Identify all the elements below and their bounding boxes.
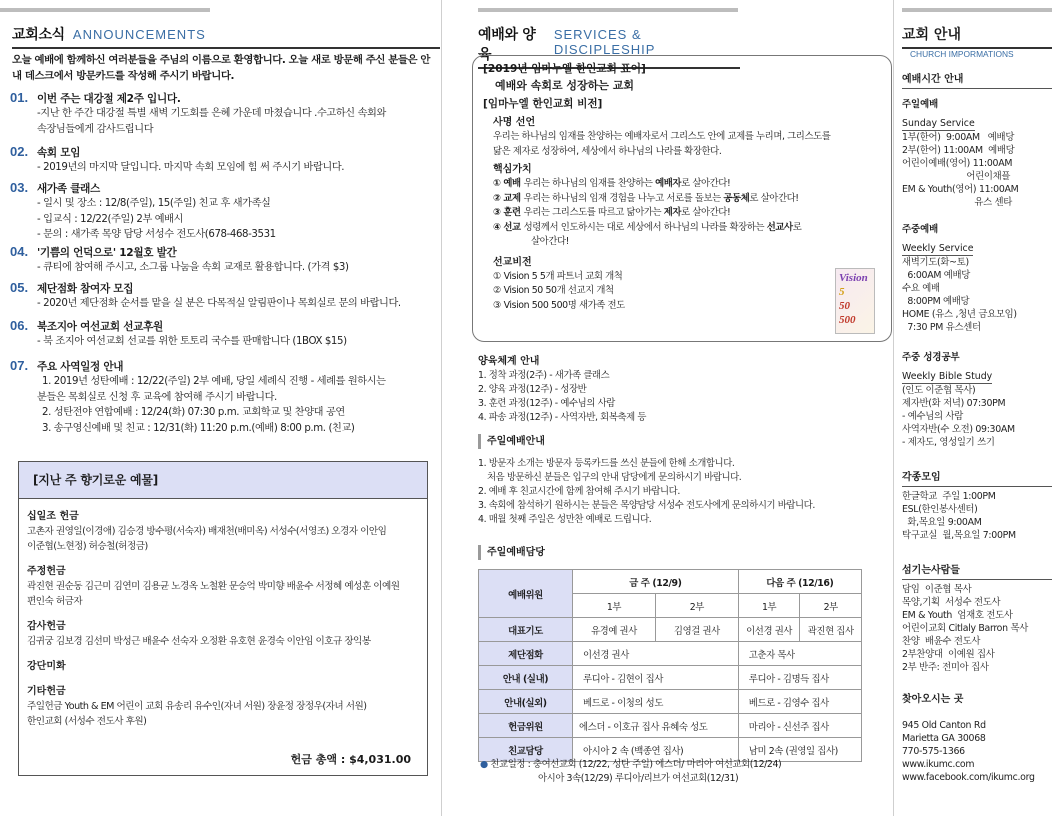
mission-line: 닮은 제자로 성장하여, 세상에서 하나님의 나라를 확장한다. <box>493 145 722 157</box>
core-value-keyword: 공동체 <box>723 192 750 204</box>
weekly-service-title: 주중예배 <box>902 224 939 235</box>
announcement-title: 제단점화 참여자 모집 <box>37 283 134 295</box>
vision-title: [임마누엘 한인교회 비전] <box>483 98 603 110</box>
role-cell: 안내 (실내) <box>479 666 573 690</box>
core-value-name: ③ 훈련 <box>493 207 524 218</box>
mission-line: 우리는 하나님의 임재를 찬양하는 예배자로서 그리스도 안에 교제를 누리며, 그리스도를 <box>493 131 831 142</box>
table-cell: 에스더 - 이호규 집사 유혜숙 성도 <box>573 714 739 738</box>
bullet-icon: ● <box>480 759 488 770</box>
announcement-number: 05. <box>10 280 29 295</box>
contact-title: 찾아오시는 곳 <box>902 694 964 705</box>
mission-label: 사명 선언 <box>493 117 536 128</box>
info-line: - 제자도, 영성일기 쓰기 <box>902 437 995 448</box>
welcome-text: 오늘 예배에 함께하신 여러분들을 주님의 이름으로 환영합니다. 오늘 새로 방문해 주신 분들은 안내 데스크에서 방문카드를 작성해 주시기 바랍니다. <box>12 54 431 82</box>
groups-title: 각종모임 <box>902 471 1052 487</box>
table-cell: 베드로 - 이청의 성도 <box>573 690 739 714</box>
table-row <box>479 690 862 714</box>
core-value-text: 우리는 하나님의 임재 경험을 나누고 서로를 돌보는 <box>523 192 724 204</box>
core-value-end: 로 살아간다! <box>681 178 731 189</box>
core-value <box>483 221 881 236</box>
column-divider <box>893 0 894 816</box>
info-line: 어린이예배(영어) 11:00AM <box>902 158 1013 169</box>
offering-box <box>18 461 428 776</box>
announcement-number: 07. <box>10 358 29 373</box>
vision-item: ② Vision 50 50개 선교지 개척 <box>493 285 614 296</box>
info-line: 945 Old Canton Rd <box>902 720 986 731</box>
vision-item: ① Vision 5 5개 파트너 교회 개척 <box>493 270 623 282</box>
motto: 예배와 속회로 성장하는 교회 <box>495 79 634 92</box>
top-rule <box>478 8 738 12</box>
staff-title: 섬기는사람들 <box>902 564 1052 580</box>
bible-study-en: Weekly Bible Study <box>902 371 993 382</box>
info-line: 찬양 배윤수 전도사 <box>902 636 981 647</box>
table-cell: 이선경 권사 <box>573 642 739 666</box>
announcement-number: 03. <box>10 180 29 195</box>
announcement-title: '기쁨의 언덕으로' 12월호 발간 <box>37 247 177 259</box>
table-cell: 남미 2속 (권영일 집사) <box>738 738 861 762</box>
sunday-service-en: Sunday Service <box>902 118 975 129</box>
core-value-keyword: 예배자 <box>655 178 682 189</box>
announcement-heading <box>10 180 438 196</box>
offering-names: 고촌자 권영일(이경애) 김승경 방수평(서숙자) 배재천(배미옥) 서성수(서영조) 오경자 이안임 <box>27 526 387 537</box>
core-values-label: 핵심가치 <box>493 164 532 175</box>
section-subtitle: ANNOUNCEMENTS <box>72 27 206 42</box>
worship-times-title: 예배시간 안내 <box>902 73 1052 89</box>
weekly-service-lines <box>902 256 1052 334</box>
table-cell: 베드로 - 김영수 집사 <box>738 690 861 714</box>
worship-guide-section <box>478 434 888 527</box>
core-value-tail: 살아간다! <box>531 236 569 247</box>
section-title: 교회 안내 <box>902 27 961 43</box>
guide-line: 3. 속회에 참석하기 원하시는 분들은 목양담당 서성수 전도사에게 문의하시기 바랍니다. <box>478 500 815 511</box>
announcement-item <box>10 318 438 350</box>
offering-title: [지난 주 향기로운 예물] <box>19 462 427 499</box>
role-cell: 대표기도 <box>479 618 573 642</box>
info-line: 목양,기획 서성수 전도사 <box>902 597 1001 608</box>
weekly-service <box>902 223 1052 334</box>
info-line: 유스 센타 <box>902 197 1013 208</box>
announcement-heading <box>10 358 438 374</box>
contact-lines <box>902 719 1052 784</box>
announcement-item <box>10 180 438 243</box>
announcement-title: 속회 모임 <box>37 147 81 159</box>
section-subtitle: CHURCH IMPORMATIONS <box>910 49 1014 59</box>
top-rule <box>902 8 1052 12</box>
guide-line: 처음 방문하신 분들은 입구의 안내 담당에게 문의하시기 바랍니다. <box>487 472 742 483</box>
announcement-item <box>10 144 438 176</box>
table-cell: 루디아 - 김명득 집사 <box>738 666 861 690</box>
table-row <box>479 714 862 738</box>
church-info-header <box>902 24 1052 49</box>
core-value <box>483 177 881 192</box>
announcement-line: 2. 성탄전야 연합예배 : 12/24(화) 07:30 p.m. 교회학교 및 찬양대 공연 <box>42 407 345 418</box>
staff-lines <box>902 583 1052 674</box>
bible-study <box>902 351 1052 449</box>
section-title: 교회소식 <box>12 27 65 43</box>
staff <box>902 564 1052 674</box>
training-line: 4. 파송 과정(12주) - 사역자반, 회복축제 등 <box>478 412 647 423</box>
core-value <box>483 206 881 221</box>
info-line: EM & Youth(영어) 11:00AM <box>902 184 1019 195</box>
section-title: 예배와 양육 <box>478 27 536 63</box>
core-value-name: ① 예배 <box>493 178 524 189</box>
core-values-list <box>483 177 881 235</box>
announcement-title: 주요 사역일정 안내 <box>37 361 124 373</box>
service-header: 1부 <box>738 594 800 618</box>
info-line: 탁구교실 월,목요일 7:00PM <box>902 530 1016 541</box>
offering-group-title: 강단미화 <box>27 661 66 672</box>
duty-title: 주일예배담당 <box>478 545 888 560</box>
table-cell: 김영걸 권사 <box>655 618 738 642</box>
offering-names: 김귀궁 김보경 김선미 박성근 배윤수 선숙자 오정환 유호현 윤경숙 이안임 이호규 장익봉 <box>27 636 371 647</box>
info-line: 어린이교회 Citlaly Barron 목사 <box>902 623 1028 634</box>
announcement-line: 1. 2019년 성탄예배 : 12/22(주일) 2부 예배, 당일 세례식 진행 - 세례를 원하시는 <box>42 376 386 387</box>
sunday-service-lines <box>902 131 1052 209</box>
announcement-heading <box>10 280 438 296</box>
contact <box>902 693 1052 784</box>
announcement-line: - 2019년의 마지막 달입니다. 마지막 속회 모임에 힘 써 주시기 바랍니다. <box>37 162 345 173</box>
offering-names: 편인숙 허금자 <box>27 596 83 607</box>
training-title: 양육체계 안내 <box>478 356 540 367</box>
info-line: 새벽기도(화~토) <box>902 257 969 268</box>
service-header: 2부 <box>800 594 862 618</box>
guide-line: 2. 예배 후 친교시간에 함께 참여해 주시기 바랍니다. <box>478 486 680 497</box>
core-value-name: ④ 선교 <box>493 221 524 233</box>
announcement-line: -지난 한 주간 대강절 특별 새벽 기도회를 은혜 가운데 마쳤습니다 .수고하신 속회와 <box>37 108 386 119</box>
vision-graphic <box>835 268 875 334</box>
info-line: 1부(한어) 9:00AM 예배당 <box>902 132 1015 143</box>
core-value <box>483 192 881 207</box>
service-header: 1부 <box>573 594 656 618</box>
guide-line: 1. 방문자 소개는 방문자 등록카드를 쓰신 분들에 한해 소개합니다. <box>478 458 735 469</box>
vision-graphic-word: 50 <box>839 300 850 312</box>
core-value-end: 로 살아간다! <box>681 207 731 218</box>
schedule-line: 아시아 3속(12/29) 루디아/리브가 여선교회(12/31) <box>538 773 739 784</box>
groups <box>902 471 1052 542</box>
info-line: (인도 이준협 목사) <box>902 385 976 396</box>
role-cell: 안내(실외) <box>479 690 573 714</box>
table-corner: 예배위원 <box>479 570 573 618</box>
motto-title: [2019년 임마누엘 한인교회 표어] <box>483 63 646 75</box>
offering-groups <box>19 509 427 729</box>
column-divider <box>441 0 442 816</box>
vision-graphic-word: Vision <box>839 272 868 284</box>
announcement-line: 분들은 목회실로 신청 후 교육에 참여해 주시기 바랍니다. <box>37 391 277 403</box>
info-line: 수요 예배 <box>902 283 940 294</box>
announcement-heading <box>10 90 438 106</box>
offering-group-title: 감사헌금 <box>27 621 66 632</box>
offering-group-title: 십일조 헌금 <box>27 511 79 522</box>
info-line: 2부찬양대 이예원 집사 <box>902 649 995 660</box>
guide-line: 4. 매월 첫째 주일은 성만찬 예배로 드립니다. <box>478 514 652 525</box>
announcement-line: - 문의 : 새가족 목양 담당 서성수 전도사(678-468-3531 <box>37 229 276 240</box>
announcement-item <box>10 244 438 276</box>
schedule-line: 친교일정 : 충여선교회 (12/22, 성탄 주일) 에스더/ 마리아 여선교회(12/24) <box>490 759 782 770</box>
offering-group-title: 기타헌금 <box>27 686 66 697</box>
info-line: 제자반(화 저녁) 07:30PM <box>902 398 1006 409</box>
table-cell: 이선경 권사 <box>738 618 800 642</box>
top-rule <box>0 8 210 12</box>
duty-section-title <box>478 545 888 560</box>
core-value-end: 로 살아간다! <box>749 192 799 204</box>
offering-names: 한인교회 (서성수 전도사 후원) <box>27 716 147 727</box>
announcement-item <box>10 280 438 312</box>
offering-names: 주일헌금 Youth & EM 어린이 교회 유송리 유수인(자녀 서원) 장윤정 장정우(자녀 서원) <box>27 701 367 712</box>
role-cell: 제단점화 <box>479 642 573 666</box>
announcement-title: 새가족 클래스 <box>37 183 100 195</box>
table-cell: 마리아 - 신선주 집사 <box>738 714 861 738</box>
table-row <box>479 570 862 594</box>
info-line: 7:30 PM 유스센터 <box>902 322 981 333</box>
this-week-header: 금 주 (12/9) <box>573 570 739 594</box>
info-line: 2부(한어) 11:00AM 예배당 <box>902 145 1015 156</box>
training-line: 1. 정착 과정(2주) - 새가족 클래스 <box>478 370 610 381</box>
worship-guide-title: 주일예배안내 <box>478 434 888 449</box>
info-line: 770-575-1366 <box>902 746 965 757</box>
worship-times <box>902 73 1052 209</box>
next-week-header: 다음 주 (12/16) <box>738 570 861 594</box>
info-line: www.ikumc.com <box>902 759 975 770</box>
table-cell: 유경예 권사 <box>573 618 656 642</box>
core-value-keyword: 선교사 <box>766 221 793 233</box>
training-section <box>478 354 888 425</box>
core-value-name: ② 교제 <box>493 192 524 204</box>
role-cell: 친교담당 <box>479 738 573 762</box>
table-cell: 루디아 - 김현이 집사 <box>573 666 739 690</box>
announcement-heading <box>10 318 438 334</box>
announcement-line: 속장님들에게 감사드립니다 <box>37 123 154 135</box>
announcement-line: - 일시 및 장소 : 12/8(주일), 15(주일) 친교 후 새가족실 <box>37 198 271 209</box>
announcement-title: 북조지아 여선교회 선교후원 <box>37 321 163 333</box>
sunday-service-title: 주일예배 <box>902 99 939 110</box>
offering-names: 이준협(노현정) 허승철(허정금) <box>27 541 148 552</box>
info-line: 8:00PM 예배당 <box>902 296 970 307</box>
bible-study-title: 주중 성경공부 <box>902 352 960 363</box>
core-value-keyword: 제자 <box>663 207 682 218</box>
announcement-line: - 입교식 : 12/22(주일) 2부 예배시 <box>37 213 184 225</box>
table-cell: 곽진현 집사 <box>800 618 862 642</box>
announcement-number: 01. <box>10 90 29 105</box>
info-line: 담임 이준협 목사 <box>902 584 972 595</box>
table-row <box>479 642 862 666</box>
announcement-line: - 큐티에 참여해 주시고, 소그룹 나눔을 속회 교재로 활용합니다. (가격 $3) <box>37 262 349 273</box>
info-line: Marietta GA 30068 <box>902 733 986 744</box>
table-row <box>479 666 862 690</box>
announcement-title: 이번 주는 대강절 제2주 입니다. <box>37 93 181 105</box>
section-subtitle: SERVICES & DISCIPLESHIP <box>553 27 656 57</box>
weekly-service-en: Weekly Service <box>902 243 974 254</box>
info-line: 어린이채플 <box>902 171 1011 182</box>
announcement-line: 3. 송구영신예배 및 친교 : 12/31(화) 11:20 p.m.(예배) 8:00 p.m. (친교) <box>42 422 355 434</box>
vision-box <box>472 55 892 342</box>
info-line: 6:00AM 예배당 <box>902 270 971 281</box>
core-value-text: 우리는 그리스도를 따르고 닮아가는 <box>523 207 664 218</box>
vision-graphic-word: 5 <box>839 286 845 298</box>
info-line: 한글학교 주일 1:00PM <box>902 491 996 502</box>
core-value-text: 우리는 하나님의 임재를 찬양하는 <box>523 178 656 189</box>
offering-group-title: 주정헌금 <box>27 566 66 577</box>
info-line: ESL(한인봉사센터) <box>902 504 978 515</box>
table-row <box>479 618 862 642</box>
info-line: - 예수님의 사람 <box>902 411 963 422</box>
role-cell: 헌금위원 <box>479 714 573 738</box>
groups-lines <box>902 490 1052 542</box>
training-line: 3. 훈련 과정(12주) - 예수님의 사람 <box>478 398 615 409</box>
core-value-text: 성령께서 인도하시는 대로 세상에서 하나님의 나라를 확장하는 <box>523 221 767 233</box>
offering-names: 곽진현 권순동 김근미 김연미 김용균 노경옥 노철환 문승억 박미향 배윤수 서정혜 예성훈 이예원 <box>27 581 400 592</box>
announcement-item <box>10 90 438 137</box>
info-line: 사역자반(수 오전) 09:30AM <box>902 424 1015 435</box>
info-line: 2부 반주: 전미아 집사 <box>902 662 989 673</box>
vision-graphic-word: 500 <box>839 314 856 326</box>
mission-vision-label: 선교비전 <box>493 256 532 268</box>
announcement-heading <box>10 144 438 160</box>
announcement-item <box>10 358 438 436</box>
duty-table <box>478 569 862 762</box>
fellowship-schedule <box>480 758 781 786</box>
announcement-line: - 2020년 제단점화 순서를 맡을 실 분은 다목적실 알림판이나 목회실로 문의 바랍니다. <box>37 298 401 309</box>
service-header: 2부 <box>655 594 738 618</box>
table-cell: 고춘자 목사 <box>738 642 861 666</box>
announcement-number: 04. <box>10 244 29 259</box>
offering-total: 헌금 총액 : $4,031.00 <box>290 753 411 766</box>
core-value-end: 로 <box>792 221 802 233</box>
bible-study-lines <box>902 384 1052 449</box>
info-line: HOME (유스 ,청년 금요모임) <box>902 309 1017 320</box>
announcement-line: - 북 조지아 여선교회 선교를 위한 토토리 국수를 판매합니다 (1BOX $15) <box>37 336 347 347</box>
info-line: 화,목요일 9:00AM <box>902 517 982 528</box>
table-cell: 아시아 2 속 (백종연 집사) <box>573 738 739 762</box>
training-line: 2. 양육 과정(12주) - 성장반 <box>478 384 587 395</box>
announcement-heading <box>10 244 438 260</box>
announcements-header <box>12 24 440 49</box>
announcement-number: 06. <box>10 318 29 333</box>
announcement-number: 02. <box>10 144 29 159</box>
info-line: www.facebook.com/ikumc.org <box>902 772 1035 783</box>
info-line: EM & Youth 엄재호 전도사 <box>902 610 1013 621</box>
vision-item: ③ Vision 500 500명 새가족 전도 <box>493 299 625 311</box>
